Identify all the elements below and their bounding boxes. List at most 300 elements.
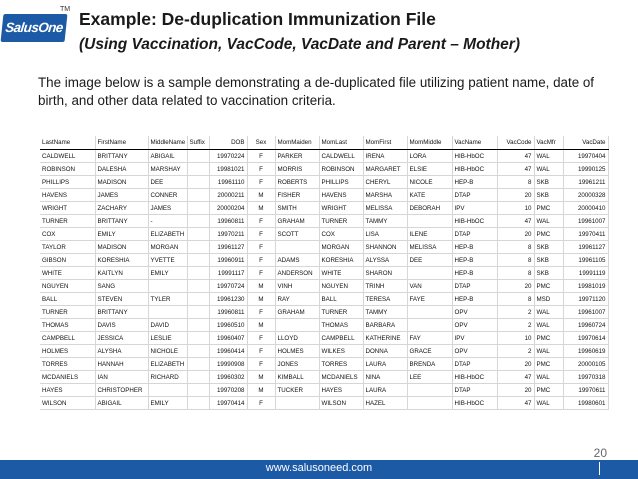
table-cell: 19970318 — [563, 371, 608, 384]
table-cell: PMC — [534, 358, 563, 371]
table-cell: WAL — [534, 306, 563, 319]
table-cell — [187, 176, 209, 189]
table-cell: 19961105 — [563, 254, 608, 267]
table-cell: 10 — [497, 332, 534, 345]
table-cell: ABIGAIL — [95, 397, 148, 410]
table-cell: DTAP — [452, 280, 497, 293]
table-cell: TURNER — [40, 215, 95, 228]
table-cell: ALYSHA — [95, 345, 148, 358]
table-cell: IRENA — [363, 150, 407, 163]
table-cell: 19960414 — [209, 345, 247, 358]
table-cell — [187, 332, 209, 345]
table-row — [40, 163, 608, 176]
table-cell: OPV — [452, 306, 497, 319]
table-cell: CAMPBELL — [40, 332, 95, 345]
table-cell: 8 — [497, 293, 534, 306]
table-cell — [275, 397, 319, 410]
table-cell: TERESA — [363, 293, 407, 306]
table-cell: JAMES — [95, 189, 148, 202]
table-cell: 19970208 — [209, 384, 247, 397]
table-cell — [275, 241, 319, 254]
table-cell: WAL — [534, 371, 563, 384]
table-cell: TORRES — [319, 358, 363, 371]
table-cell: LAURA — [363, 358, 407, 371]
table-cell: RAY — [275, 293, 319, 306]
table-cell: TURNER — [319, 306, 363, 319]
table-cell: FAY — [407, 332, 452, 345]
table-cell: TORRES — [40, 358, 95, 371]
page-title: Example: De-duplication Immunization File — [79, 9, 436, 29]
table-cell: MADISON — [95, 241, 148, 254]
table-cell: HAVENS — [40, 189, 95, 202]
page-subtitle: (Using Vaccination, VacCode, VacDate and Parent – Mother) — [79, 36, 520, 53]
table-cell: 19960811 — [209, 306, 247, 319]
column-header: MiddleName — [148, 136, 187, 150]
table-cell: RICHARD — [148, 371, 187, 384]
table-cell: HEP-B — [452, 176, 497, 189]
table-cell: 19970614 — [563, 332, 608, 345]
table-cell: HAVENS — [319, 189, 363, 202]
table-cell: HEP-B — [452, 267, 497, 280]
table-cell: F — [247, 397, 275, 410]
table-cell — [187, 189, 209, 202]
table-row — [40, 241, 608, 254]
table-cell: CHRISTOPHER — [95, 384, 148, 397]
table-cell: ELSIE — [407, 163, 452, 176]
table-cell: TYLER — [148, 293, 187, 306]
table-cell — [187, 293, 209, 306]
table-cell: HIB-HbOC — [452, 371, 497, 384]
table-cell: DTAP — [452, 384, 497, 397]
table-cell: MORRIS — [275, 163, 319, 176]
table-cell: 2 — [497, 345, 534, 358]
table-cell: WHITE — [40, 267, 95, 280]
table-cell: 20000410 — [563, 202, 608, 215]
table-row — [40, 267, 608, 280]
table-cell: 2 — [497, 306, 534, 319]
table-cell: HAYES — [40, 384, 95, 397]
table-cell — [407, 267, 452, 280]
table-cell — [407, 215, 452, 228]
table-cell: HANNAH — [95, 358, 148, 371]
table-cell: 8 — [497, 176, 534, 189]
intro-paragraph: The image below is a sample demonstrating a de-duplicated file utilizing patient name, date of birth, and other data related to vaccination criteria. — [38, 75, 595, 108]
table-cell — [275, 319, 319, 332]
table-cell: MCDANIELS — [40, 371, 95, 384]
table-cell: EMILY — [95, 228, 148, 241]
table-cell: ELIZABETH — [148, 358, 187, 371]
table-cell: FAYE — [407, 293, 452, 306]
table-cell: CAMPBELL — [319, 332, 363, 345]
table-cell: ROBERTS — [275, 176, 319, 189]
table-cell: SHANNON — [363, 241, 407, 254]
table-cell: WILKES — [319, 345, 363, 358]
table-cell: KATE — [407, 189, 452, 202]
table-cell — [187, 150, 209, 163]
table-row — [40, 358, 608, 371]
table-cell: 20 — [497, 280, 534, 293]
table-cell: YVETTE — [148, 254, 187, 267]
column-header: LastName — [40, 136, 95, 150]
table-cell — [187, 371, 209, 384]
table-cell: 19961211 — [563, 176, 608, 189]
table-cell: 19961007 — [563, 215, 608, 228]
table-cell: 19980601 — [563, 397, 608, 410]
table-cell: GRACE — [407, 345, 452, 358]
table-cell: TURNER — [40, 306, 95, 319]
table-cell — [148, 306, 187, 319]
table-cell — [187, 228, 209, 241]
column-header: MomLast — [319, 136, 363, 150]
table-body — [40, 150, 608, 410]
table-cell: 20000328 — [563, 189, 608, 202]
table-cell: HAYES — [319, 384, 363, 397]
table-cell: F — [247, 306, 275, 319]
table-cell: HOLMES — [275, 345, 319, 358]
table-cell: F — [247, 215, 275, 228]
table-cell: 19960811 — [209, 215, 247, 228]
table-row — [40, 384, 608, 397]
immunization-table — [40, 136, 609, 410]
table-cell: 19960911 — [209, 254, 247, 267]
table-cell: PHILLIPS — [319, 176, 363, 189]
table-cell — [148, 384, 187, 397]
table-cell: DONNA — [363, 345, 407, 358]
table-cell: BARBARA — [363, 319, 407, 332]
table-cell: MARSHAY — [148, 163, 187, 176]
table-cell: PMC — [534, 228, 563, 241]
table-cell: 19970411 — [563, 228, 608, 241]
table-cell: OPV — [452, 319, 497, 332]
table-cell: HOLMES — [40, 345, 95, 358]
footer-url: www.salusoneed.com — [265, 462, 373, 474]
table-cell: 19990125 — [563, 163, 608, 176]
table-cell: ROBINSON — [319, 163, 363, 176]
table-cell — [407, 397, 452, 410]
table-cell — [187, 306, 209, 319]
table-cell — [187, 163, 209, 176]
table-cell: TAMMY — [363, 215, 407, 228]
column-header: VacDate — [563, 136, 608, 150]
table-cell: HIB-HbOC — [452, 163, 497, 176]
table-cell: IPV — [452, 202, 497, 215]
table-cell: OPV — [452, 345, 497, 358]
table-cell: 19971120 — [563, 293, 608, 306]
table-cell — [187, 319, 209, 332]
table-cell: GRAHAM — [275, 215, 319, 228]
table-cell: VINH — [275, 280, 319, 293]
table-cell — [187, 241, 209, 254]
table-cell: KAITLYN — [95, 267, 148, 280]
table-cell: 10 — [497, 202, 534, 215]
logo-wordmark: SalusOne Ed — [1, 14, 68, 42]
table-cell: DAVIS — [95, 319, 148, 332]
column-header: FirstName — [95, 136, 148, 150]
column-header: MomMaiden — [275, 136, 319, 150]
table-cell: VAN — [407, 280, 452, 293]
table-cell: 8 — [497, 254, 534, 267]
table-cell: DTAP — [452, 228, 497, 241]
table-cell: 20 — [497, 189, 534, 202]
table-cell: F — [247, 267, 275, 280]
table-row — [40, 189, 608, 202]
table-cell: 19970404 — [563, 150, 608, 163]
table-cell: GIBSON — [40, 254, 95, 267]
company-logo — [2, 6, 71, 63]
table-cell: LEE — [407, 371, 452, 384]
table-cell — [148, 280, 187, 293]
table-cell: 19981021 — [209, 163, 247, 176]
table-cell: HIB-HbOC — [452, 215, 497, 228]
table-cell: LAURA — [363, 384, 407, 397]
table-cell: JONES — [275, 358, 319, 371]
table-cell: F — [247, 150, 275, 163]
table-cell: FISHER — [275, 189, 319, 202]
table-cell: WAL — [534, 150, 563, 163]
column-header: MomFirst — [363, 136, 407, 150]
table-cell: ROBINSON — [40, 163, 95, 176]
table-cell — [187, 254, 209, 267]
table-cell: WILSON — [319, 397, 363, 410]
table-cell: BRITTANY — [95, 215, 148, 228]
table-cell: DTAP — [452, 189, 497, 202]
column-header: DOB — [209, 136, 247, 150]
table-cell: 19961007 — [563, 306, 608, 319]
table-cell: TRINH — [363, 280, 407, 293]
table-cell: DTAP — [452, 358, 497, 371]
table-cell: 19990908 — [209, 358, 247, 371]
table-cell: ANDERSON — [275, 267, 319, 280]
table-cell: EMILY — [148, 267, 187, 280]
table-cell: ALYSSA — [363, 254, 407, 267]
table-cell: HIB-HbOC — [452, 150, 497, 163]
table-cell: ZACHARY — [95, 202, 148, 215]
table-cell: KORESHIA — [95, 254, 148, 267]
table-cell: NGUYEN — [40, 280, 95, 293]
table-cell: WHITE — [319, 267, 363, 280]
table-row — [40, 319, 608, 332]
table-cell: 19970414 — [209, 397, 247, 410]
table-cell: NICHOLE — [148, 345, 187, 358]
table-cell: KORESHIA — [319, 254, 363, 267]
table-cell: 47 — [497, 150, 534, 163]
table-cell: 19960510 — [209, 319, 247, 332]
table-row — [40, 371, 608, 384]
table-cell: SKB — [534, 254, 563, 267]
table-cell: 19960407 — [209, 332, 247, 345]
table-cell: M — [247, 189, 275, 202]
table-cell: BRENDA — [407, 358, 452, 371]
table-cell: 20 — [497, 358, 534, 371]
table-row — [40, 345, 608, 358]
table-cell: SHARON — [363, 267, 407, 280]
table-cell: MORGAN — [319, 241, 363, 254]
table-cell: PMC — [534, 202, 563, 215]
table-cell: 19961127 — [563, 241, 608, 254]
table-row — [40, 397, 608, 410]
table-cell: 19961110 — [209, 176, 247, 189]
table-cell: DAVID — [148, 319, 187, 332]
table-cell: WAL — [534, 319, 563, 332]
table-row — [40, 215, 608, 228]
table-cell: BALL — [319, 293, 363, 306]
table-cell: F — [247, 228, 275, 241]
table-cell: 19960302 — [209, 371, 247, 384]
table-cell: CHERYL — [363, 176, 407, 189]
table-cell: F — [247, 241, 275, 254]
table-cell: 47 — [497, 371, 534, 384]
table-cell: TUCKER — [275, 384, 319, 397]
table-cell: ILENE — [407, 228, 452, 241]
table-cell: 19991119 — [563, 267, 608, 280]
table-cell: CONNER — [148, 189, 187, 202]
table-cell: KIMBALL — [275, 371, 319, 384]
table-cell: IPV — [452, 332, 497, 345]
table-cell: 8 — [497, 241, 534, 254]
table-cell: 19991117 — [209, 267, 247, 280]
table-cell: MCDANIELS — [319, 371, 363, 384]
table-row — [40, 176, 608, 189]
table-cell: MARGARET — [363, 163, 407, 176]
table-cell: EMILY — [148, 397, 187, 410]
table-cell: IAN — [95, 371, 148, 384]
column-header: VacName — [452, 136, 497, 150]
table-cell: MSD — [534, 293, 563, 306]
table-cell: M — [247, 371, 275, 384]
table-cell: PMC — [534, 384, 563, 397]
table-cell: F — [247, 358, 275, 371]
table-cell: 20000211 — [209, 189, 247, 202]
table-cell: ELIZABETH — [148, 228, 187, 241]
table-cell: 19961127 — [209, 241, 247, 254]
table-cell: MORGAN — [148, 241, 187, 254]
table-cell: TURNER — [319, 215, 363, 228]
table-cell: M — [247, 280, 275, 293]
table-row — [40, 202, 608, 215]
table-cell: HEP-B — [452, 293, 497, 306]
table-cell: - — [148, 215, 187, 228]
trademark-mark: TM — [60, 6, 71, 13]
table-cell: SKB — [534, 267, 563, 280]
table-cell: GRAHAM — [275, 306, 319, 319]
table-cell — [187, 202, 209, 215]
column-header: VacCode — [497, 136, 534, 150]
table-cell: 20 — [497, 228, 534, 241]
page-number: 20 — [593, 446, 607, 460]
table-cell: 47 — [497, 397, 534, 410]
table-cell: KATHERINE — [363, 332, 407, 345]
table-cell: SANG — [95, 280, 148, 293]
table-cell: 19960619 — [563, 345, 608, 358]
table-cell: 19970224 — [209, 150, 247, 163]
table-cell: DALESHA — [95, 163, 148, 176]
table-row — [40, 280, 608, 293]
column-header: VacMfr — [534, 136, 563, 150]
table-cell — [187, 280, 209, 293]
table-cell: TAMMY — [363, 306, 407, 319]
table-cell: SKB — [534, 189, 563, 202]
table-cell: BRITTANY — [95, 306, 148, 319]
table-cell — [187, 345, 209, 358]
column-header: Suffix — [187, 136, 209, 150]
table-cell — [407, 306, 452, 319]
table-cell — [187, 215, 209, 228]
table-cell: JESSICA — [95, 332, 148, 345]
table-cell: 19960724 — [563, 319, 608, 332]
table-cell: F — [247, 163, 275, 176]
table-row — [40, 150, 608, 163]
table-cell: F — [247, 345, 275, 358]
table-cell: NINA — [363, 371, 407, 384]
table-cell: COX — [319, 228, 363, 241]
table-cell: CALDWELL — [319, 150, 363, 163]
table-row — [40, 306, 608, 319]
table-cell: ABIGAIL — [148, 150, 187, 163]
table-cell: 19961230 — [209, 293, 247, 306]
table-cell: HEP-B — [452, 254, 497, 267]
table-row — [40, 332, 608, 345]
table-cell: MARSHA — [363, 189, 407, 202]
table-cell: WRIGHT — [40, 202, 95, 215]
table-cell: 19970611 — [563, 384, 608, 397]
table-cell: MELISSA — [363, 202, 407, 215]
table-cell: 20000204 — [209, 202, 247, 215]
column-header: Sex — [247, 136, 275, 150]
table-cell: PARKER — [275, 150, 319, 163]
table-cell: LISA — [363, 228, 407, 241]
table-cell: F — [247, 176, 275, 189]
table-cell: 20 — [497, 384, 534, 397]
table-cell: THOMAS — [319, 319, 363, 332]
table-cell: 8 — [497, 267, 534, 280]
table-cell: F — [247, 332, 275, 345]
table-cell: MADISON — [95, 176, 148, 189]
table-cell: MELISSA — [407, 241, 452, 254]
table-cell: M — [247, 384, 275, 397]
table-cell: 47 — [497, 163, 534, 176]
table-cell: STEVEN — [95, 293, 148, 306]
table-cell: WAL — [534, 345, 563, 358]
table-cell: JAMES — [148, 202, 187, 215]
footer-divider — [599, 462, 600, 475]
table-cell: NICOLE — [407, 176, 452, 189]
table-cell: THOMAS — [40, 319, 95, 332]
table-cell: DEE — [407, 254, 452, 267]
table-cell: WILSON — [40, 397, 95, 410]
table-cell: LESLIE — [148, 332, 187, 345]
table-cell: M — [247, 293, 275, 306]
table-cell: WRIGHT — [319, 202, 363, 215]
table-row — [40, 293, 608, 306]
table-cell: TAYLOR — [40, 241, 95, 254]
table-header-row — [40, 136, 608, 150]
table-cell: PMC — [534, 280, 563, 293]
table-cell: BALL — [40, 293, 95, 306]
table-cell: SCOTT — [275, 228, 319, 241]
table-cell: HIB-HbOC — [452, 397, 497, 410]
table-cell: WAL — [534, 163, 563, 176]
table-cell: WAL — [534, 397, 563, 410]
table-cell: ADAMS — [275, 254, 319, 267]
table-row — [40, 254, 608, 267]
table-row — [40, 228, 608, 241]
column-header: MomMiddle — [407, 136, 452, 150]
table-cell: NGUYEN — [319, 280, 363, 293]
table-cell: LLOYD — [275, 332, 319, 345]
table-cell: SKB — [534, 241, 563, 254]
table-cell: M — [247, 202, 275, 215]
table-cell: COX — [40, 228, 95, 241]
